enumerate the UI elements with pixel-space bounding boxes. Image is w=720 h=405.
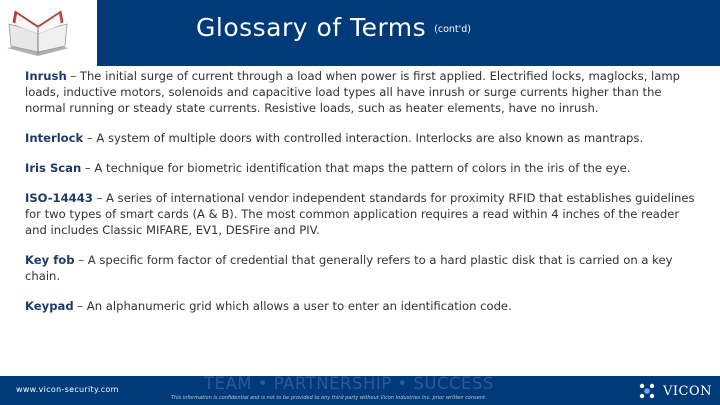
- glossary-definition: – The initial surge of current through a load when power is first applied. Electrified locks, maglocks, lamp loads, inductive motors, solenoids and capacitive load types all have inrush or surge currents higher than the normal running or steady state currents. Resistive loads, such as heater elements, have no inrush.: [25, 69, 681, 115]
- footer-bar: [0, 376, 720, 405]
- glossary-entry: [25, 298, 695, 314]
- glossary-entry: [25, 68, 695, 116]
- confidentiality-notice: This information is confidential and is not to be provided to any third party without Vicon Industries Inc. prior written consent.: [171, 395, 487, 401]
- glossary-definition: – A series of international vendor independent standards for proximity RFID that establishes guidelines for two types of smart cards (A & B). The most common application requires a read within 4 inches of the reader and includes Classic MIFARE, EV1, DESFire and PIV.: [25, 191, 695, 237]
- glossary-entry: [25, 190, 695, 238]
- page-title-group: [196, 13, 471, 42]
- glossary-definition: – A technique for biometric identification that maps the pattern of colors in the iris of the eye.: [81, 161, 631, 175]
- glossary-definition: – A system of multiple doors with controlled interaction. Interlocks are also known as mantraps.: [83, 131, 644, 145]
- header-bar: [0, 0, 720, 66]
- glossary-definition: – A specific form factor of credential that generally refers to a hard plastic disk that is carried on a key chain.: [25, 253, 673, 283]
- glossary-term: Iris Scan: [25, 161, 82, 175]
- glossary-term: Keypad: [25, 299, 74, 313]
- brand-logo: [636, 380, 712, 402]
- glossary-entry: [25, 252, 695, 284]
- footer-tagline: TEAM • PARTNERSHIP • SUCCESS: [204, 374, 494, 393]
- glossary-term: Inrush: [25, 69, 67, 83]
- header-image-area: [0, 0, 97, 66]
- vicon-logo-icon: [636, 380, 658, 402]
- page-subtitle: (cont'd): [434, 24, 472, 35]
- glossary-entry: [25, 160, 695, 176]
- glossary-list: [25, 68, 695, 314]
- glossary-entry: [25, 130, 695, 146]
- glossary-term: Interlock: [25, 131, 84, 145]
- brand-name: VICON: [663, 383, 713, 399]
- glossary-definition: – An alphanumeric grid which allows a user to enter an identification code.: [73, 299, 512, 313]
- glossary-term: ISO-14443: [25, 191, 93, 205]
- glossary-term: Key fob: [25, 253, 75, 267]
- open-book-icon: [3, 2, 73, 60]
- page-title: Glossary of Terms: [196, 13, 427, 42]
- website-link[interactable]: www.vicon-security.com: [16, 385, 119, 394]
